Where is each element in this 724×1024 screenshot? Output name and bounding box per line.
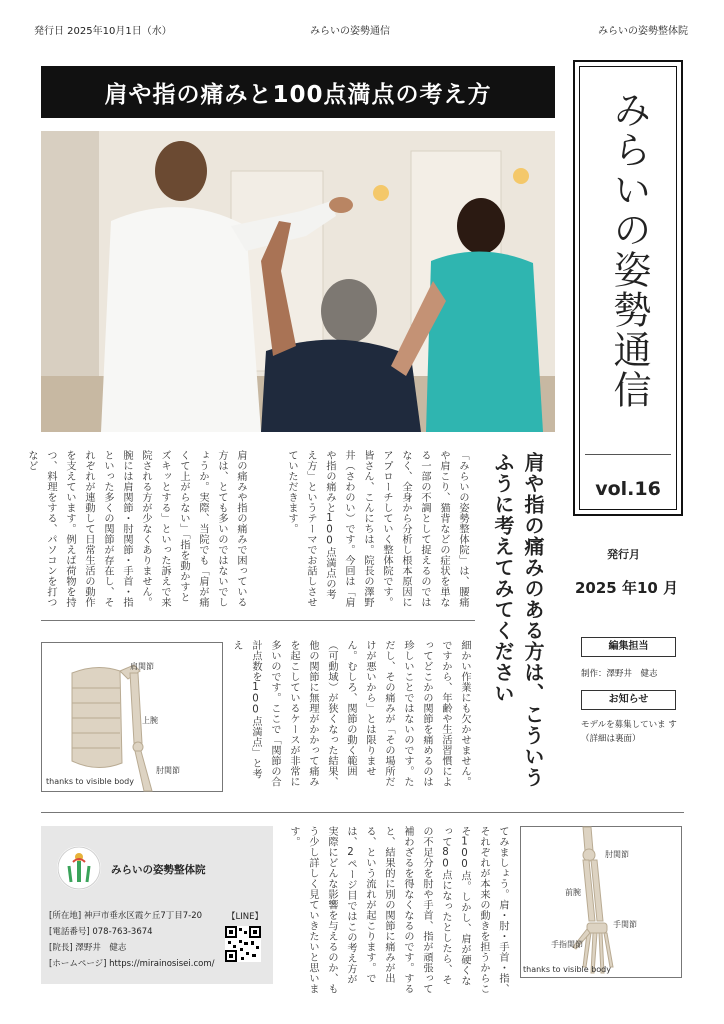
clinic-card — [41, 826, 273, 984]
clinic-info — [49, 908, 214, 972]
address-label: [所在地] — [49, 911, 82, 921]
article-column-4: てみましょう。肩・肘・手首・指、それぞれが本来の動きを担うからこそ100点。しかし、肩が硬くなって80点になったとしたら、その不足分を肘や手首、指が頑張って補わざるを得なくなるのです。すると、結果的に別の関節に痛みが出る、という流れが起こります。では、2ページ目ではこの考え方が実際にどんな影響を与えるのか、もう少し詳しく見ていきたいと思います。 — [288, 826, 508, 994]
figure2-credit: thanks to visible body — [523, 965, 611, 974]
headline-banner — [41, 66, 555, 118]
label-upper-arm: 上腕 — [142, 716, 158, 725]
label-forearm: 前腕 — [565, 888, 581, 897]
editor-label: 編集担当 — [581, 637, 676, 657]
web-label: [ホームページ] — [49, 959, 107, 969]
subheadline: 肩や指の痛みのある方は、こういうふうに考えてみてください — [491, 452, 545, 788]
masthead-divider — [585, 454, 671, 455]
phone-value[interactable]: 078-763-3674 — [92, 927, 153, 937]
line-label: 【LINE】 — [227, 912, 263, 922]
figure1-credit: thanks to visible body — [46, 777, 134, 786]
column-divider-1 — [41, 620, 475, 621]
issue-month-label: 発行月 — [607, 548, 640, 561]
label-finger-joint: 手指関節 — [551, 940, 583, 949]
article-column-3: 細かい作業にも欠かせません。ですから、年齢や生活習慣によってどこかの関節を痛めるのは珍しいことではないのです。ただし、その痛みが「その場所だけが悪いから」とは限りません。むしろ、関節の動く範囲（可動域）が狭くなった結果、他の関節に無理がかかって痛みを起こしているケースが非常に多いのです。ここで「関節の合計点数を100点満点」と考え — [231, 640, 470, 787]
director-label: [院長] — [49, 943, 73, 953]
forearm-skeleton-illustration — [521, 827, 681, 977]
masthead-title: みらいの姿勢通信 — [607, 90, 651, 410]
notice-label: お知らせ — [581, 690, 676, 710]
headline: 肩や指の痛みと100点満点の考え方 — [104, 81, 492, 108]
clinic-name-header: みらいの姿勢整体院 — [598, 26, 688, 37]
label-wrist-joint: 手関節 — [613, 920, 637, 929]
address-value: 神戸市垂水区霞ケ丘7丁目7-20 — [83, 911, 203, 921]
treatment-photo — [41, 131, 555, 432]
clinic-logo-icon — [57, 846, 101, 890]
label-shoulder-joint: 肩関節 — [130, 662, 154, 671]
director-value: 澤野井 健志 — [75, 943, 127, 953]
shoulder-skeleton-figure — [41, 642, 223, 792]
label-elbow-joint: 肘関節 — [156, 766, 180, 775]
issue-month: 2025 年10 月 — [575, 579, 679, 597]
editor-value: 制作：澤野井 健志 — [581, 669, 658, 679]
issue-date: 発行日 2025年10月1日（水） — [34, 26, 172, 37]
newsletter-name-header: みらいの姿勢通信 — [310, 26, 390, 37]
column-divider-2 — [41, 812, 684, 813]
article-column-2: 肩の痛みや指の痛みで困っている方は、とても多いのではないでしょうか。実際、当院でも「肩が痛くて上がらない」「指を動かすとズキッとする」といった訴えで来院される方が少なくありません。腕には肩関節・肘関節・手首・指といった多くの関節が存在し、それぞれが連動して日常生活の動作を支えています。例えば荷物を持つ、料理をする、パソコンを打つなど — [26, 450, 246, 608]
phone-label: [電話番号] — [49, 927, 90, 937]
masthead-box — [573, 60, 683, 516]
article-column-1: 「みらいの姿勢整体院」は、腰痛や肩こり、猫背などの症状を単なる一部の不調として捉えるのではなく、全身から分析し根本原因にアプローチしていく整体院です。皆さん、こんにちは。院長の澤野井（さわのい）です。今回は「肩や指の痛みと100点満点の考え方」というテーマでお話しさせていただきます。 — [286, 450, 468, 608]
label-elbow-joint-2: 肘関節 — [605, 850, 629, 859]
web-link[interactable]: https://mirainosisei.com/ — [109, 959, 215, 969]
line-qr-code[interactable] — [225, 926, 261, 962]
clinic-card-name: みらいの姿勢整体院 — [111, 864, 206, 876]
notice-text: モデルを募集していま す（詳細は裏面） — [581, 720, 677, 744]
volume-number: vol.16 — [595, 478, 661, 500]
forearm-skeleton-figure — [520, 826, 682, 978]
